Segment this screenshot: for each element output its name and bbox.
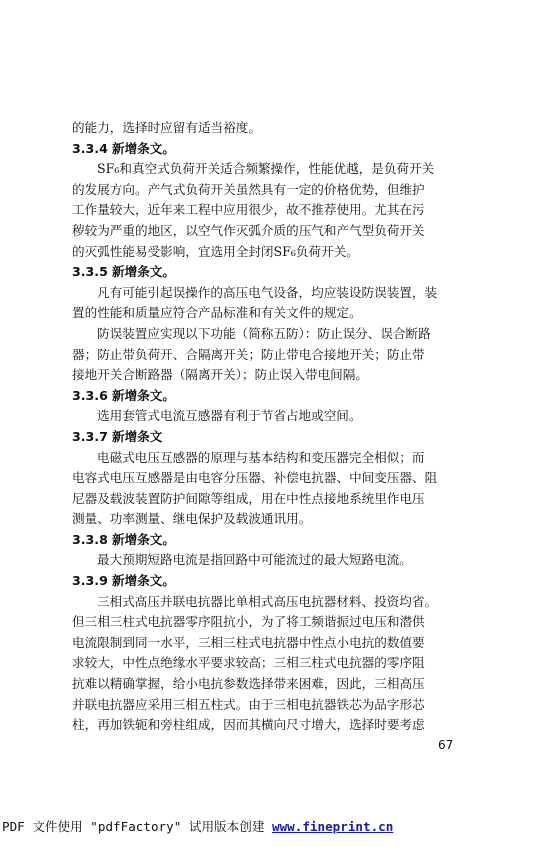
section-heading (72, 386, 476, 407)
text-line: 但三相三柱式电抗器零序阻抗小，为了将工频谐振过电压和潜供 (72, 614, 425, 630)
section-number: 3.3.6 (72, 387, 108, 403)
footer-text: PDF 文件使用 "pdfFactory" 试用版本创建 (2, 819, 272, 834)
text-line: 器；防止带负荷开、合隔离开关；防止带电合接地开关；防止带 (72, 346, 425, 362)
section-title: 新增条文。 (112, 387, 175, 403)
text-line: 工作量较大，近年来工程中应用很少，故不推荐使用。尤其在污 (72, 202, 425, 218)
footer-link[interactable]: www.fineprint.cn (272, 819, 394, 834)
section-heading (72, 571, 476, 592)
text-line: 防误装置应实现以下功能（简称五防）：防止误分、误合断路 (97, 325, 431, 341)
text-line: 电磁式电压互感器的原理与基本结构和变压器完全相似；而 (97, 449, 425, 465)
section-title: 新增条文 (112, 428, 163, 444)
text-line: 的发展方向。产气式负荷开关虽然具有一定的价格优势，但维护 (72, 181, 425, 197)
text-line: 的灭弧性能易受影响，宜选用全封闭SF₆负荷开关。 (72, 243, 359, 259)
text-line: 凡有可能引起误操作的高压电气设备，均应装设防误装置，装 (97, 284, 438, 300)
section-title: 新增条文。 (112, 573, 175, 589)
text-line: 尼器及载波装置防护间隙等组成，用在中性点接地系统里作电压 (72, 490, 425, 506)
text-line: 置的性能和质量应符合产品标准和有关文件的规定。 (72, 305, 362, 321)
text-line: 柱，再加铁轭和旁柱组成，因而其横向尺寸增大，选择时要考虑 (72, 717, 425, 733)
section-number: 3.3.4 (72, 140, 108, 156)
section-heading (72, 530, 476, 551)
text-line: 选用套管式电流互感器有利于节省占地或空间。 (97, 408, 362, 424)
text-line: 并联电抗器应采用三相五柱式。由于三相电抗器铁芯为品字形芯 (72, 696, 425, 712)
section-number: 3.3.9 (72, 573, 108, 589)
section-heading (72, 427, 476, 448)
section-heading (72, 139, 476, 160)
text-line: 最大预期短路电流是指回路中可能流过的最大短路电流。 (97, 552, 412, 568)
text-line: 求较大，中性点绝缘水平要求较高；三相三柱式电抗器的零序阻 (72, 655, 425, 671)
body-text (72, 118, 476, 736)
page-number: 67 (438, 738, 454, 752)
text-line: 电流限制到同一水平，三相三柱式电抗器中性点小电抗的数值要 (72, 634, 425, 650)
text-line: 电容式电压互感器是由电容分压器、补偿电抗器、中间变压器、阻 (72, 470, 438, 486)
text-line: SF₆和真空式负荷开关适合频繁操作，性能优越，是负荷开关 (97, 161, 435, 177)
section-heading (72, 262, 476, 283)
section-title: 新增条文。 (112, 140, 175, 156)
section-number: 3.3.5 (72, 264, 108, 280)
text-line: 秽较为严重的地区，以空气作灭弧介质的压气和产气型负荷开关 (72, 222, 425, 238)
text-line: 三相式高压并联电抗器比单相式高压电抗器材料、投资均省。 (97, 593, 438, 609)
text-line: 接地开关合断路器（隔离开关）；防止误入带电间隔。 (72, 367, 368, 383)
text-line: 抗难以精确掌握，给小电抗参数选择带来困难，因此，三相高压 (72, 676, 425, 692)
text-line: 测量、功率测量、继电保护及载波通讯用。 (72, 511, 312, 527)
section-number: 3.3.7 (72, 428, 108, 444)
section-title: 新增条文。 (112, 531, 175, 547)
text-line: 的能力，选择时应留有适当裕度。 (72, 120, 261, 135)
section-title: 新增条文。 (112, 264, 175, 280)
pdf-footer (0, 816, 550, 835)
section-number: 3.3.8 (72, 531, 108, 547)
